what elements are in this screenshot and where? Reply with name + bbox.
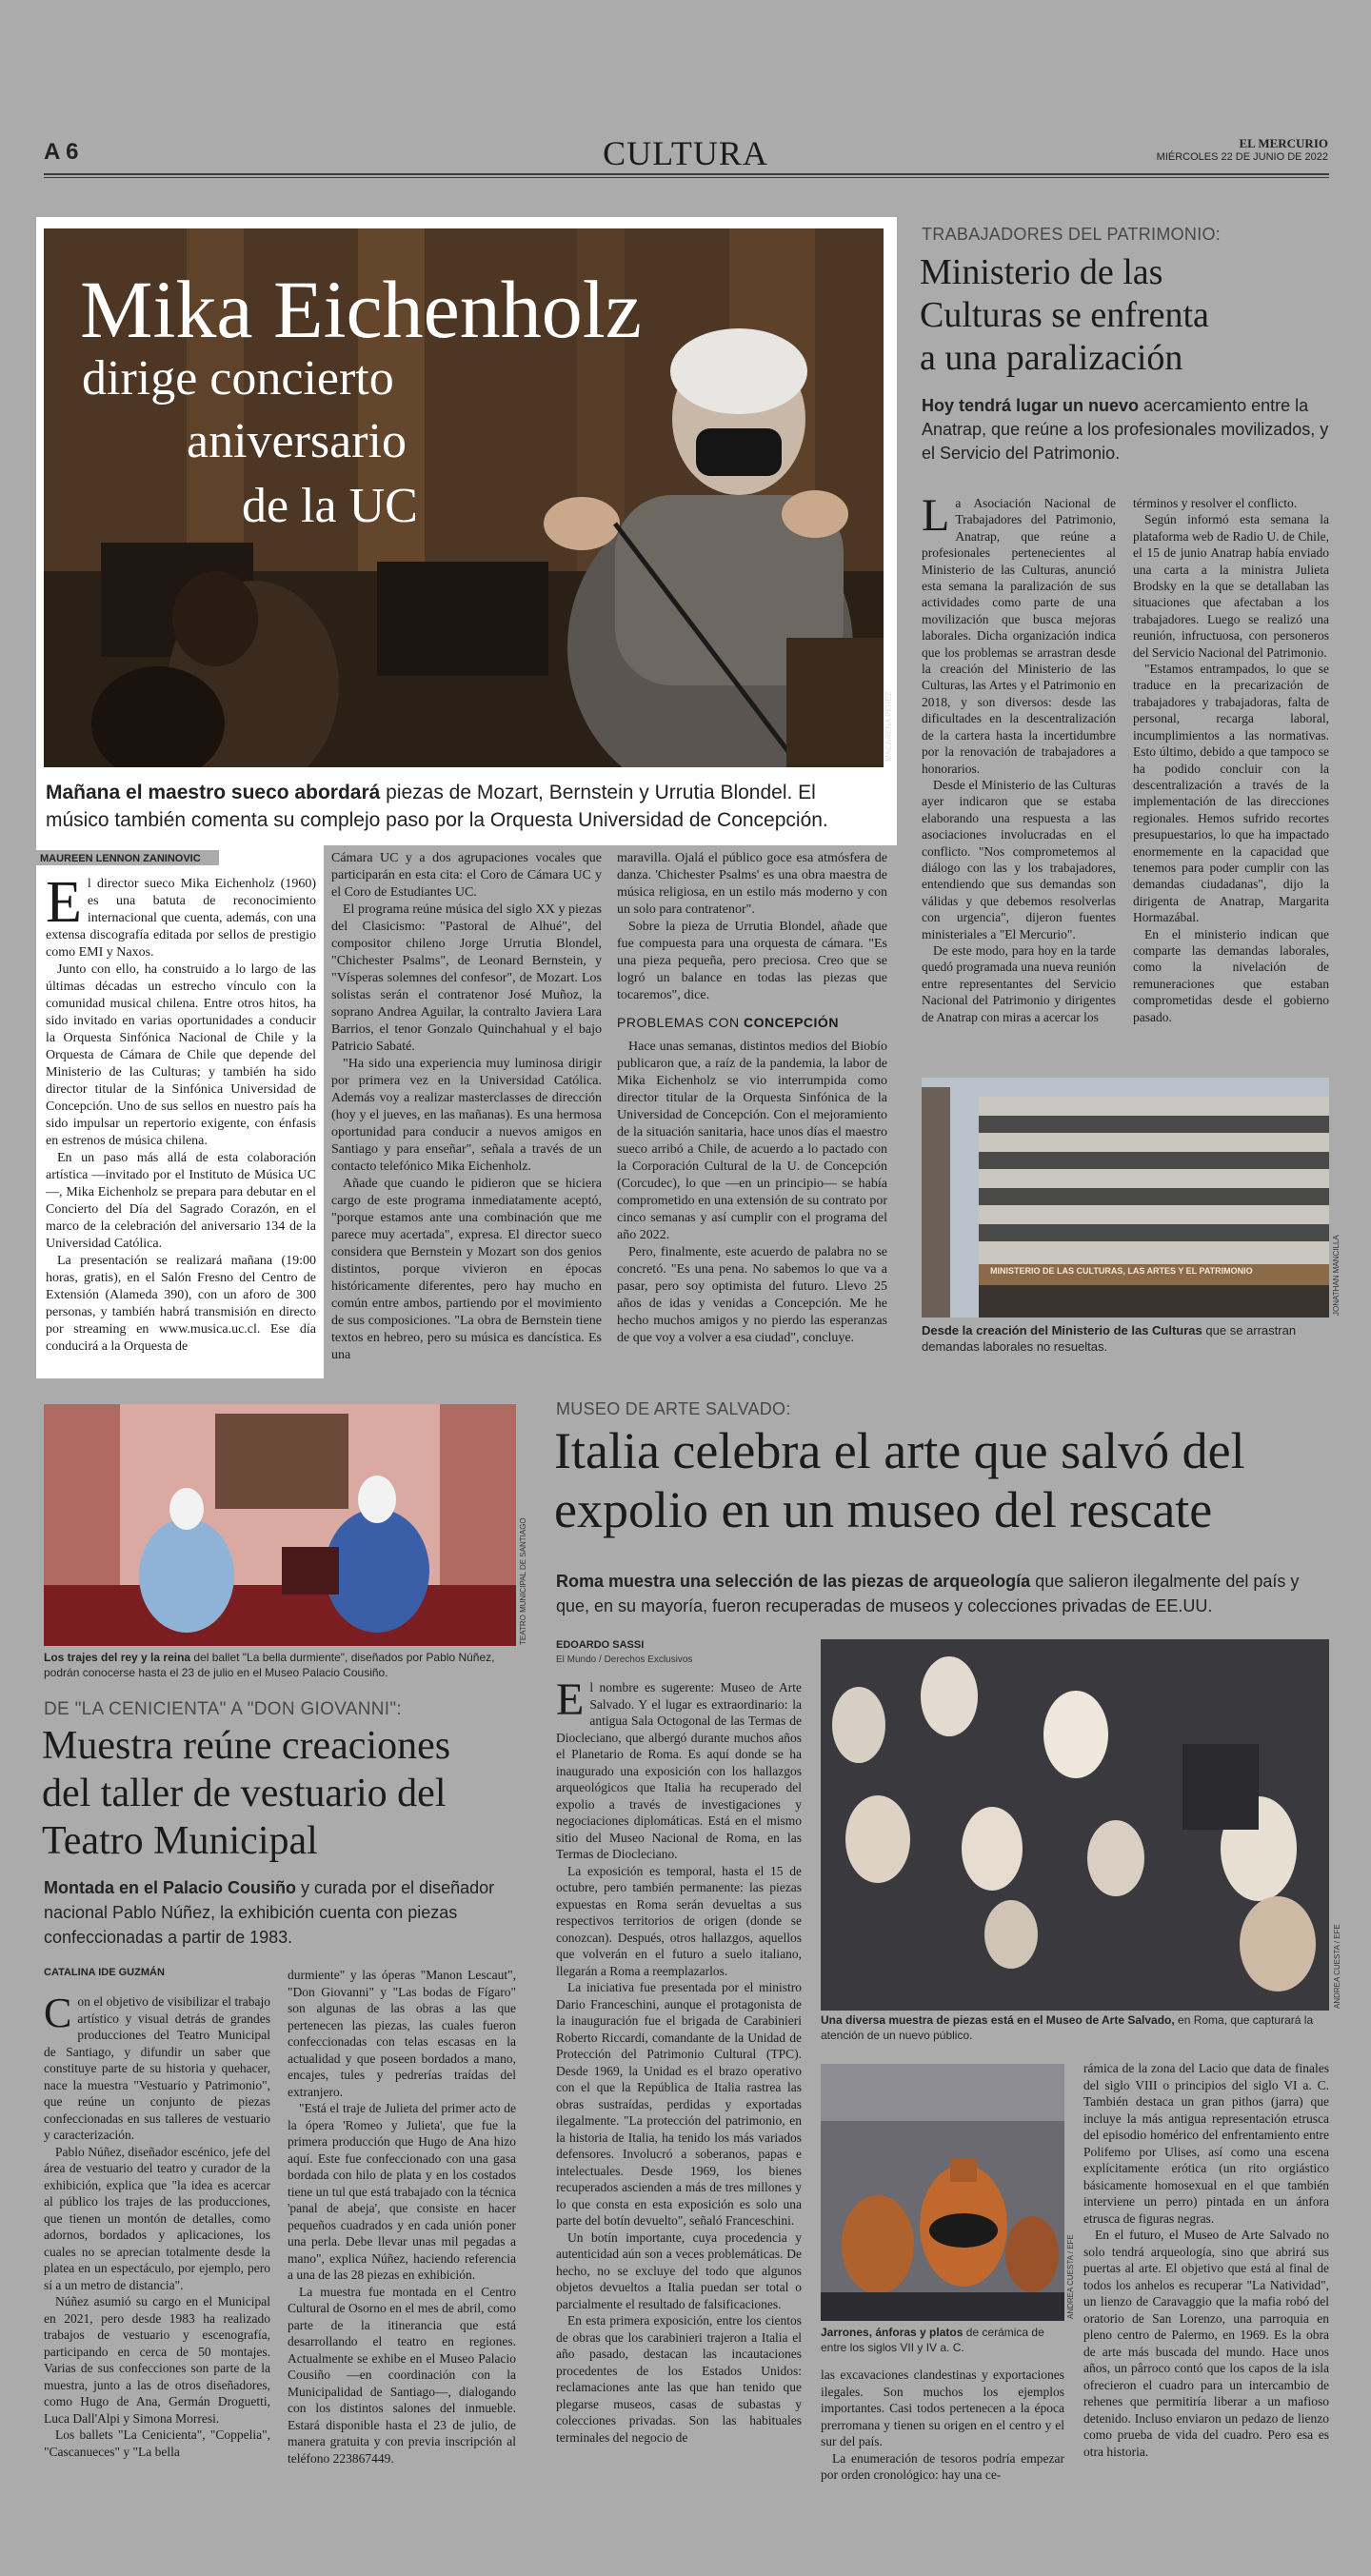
italia-standfirst-rest: que salieron ilegalmente del país y que, en su mayoría, fueron recuperadas de museos y colecciones privadas de EE.UU. xyxy=(556,1572,1300,1615)
mika-byline: MAUREEN LENNON ZANINOVIC xyxy=(40,853,201,864)
ministerio-caption-rest: que se arrastran demandas laborales no resueltas. xyxy=(922,1323,1297,1354)
mika-title-line1: Mika Eichenholz xyxy=(80,264,642,355)
italia-paragraph: La exposición es temporal, hasta el 15 de octubre, pero también permanente: las piezas expuestas en Roma serán devueltas a sus respectivos territorios de origen (donde se conozcan). Después, otros hallazgos, aquellos que volverán en el futuro a suelo italiano, llegarán a Roma a reemplazarlos. xyxy=(556,1863,802,1978)
ministerio-caption xyxy=(922,1322,1329,1355)
italia-byline-sub: El Mundo / Derechos Exclusivos xyxy=(556,1655,693,1665)
mika-paragraph: "Ha sido una experiencia muy luminosa dirigir por primera vez en la Universidad Católica. Además voy a realizar masterclasses de dirección (hoy y el jueves, en las mañanas). Es una hermosa oportunidad para conducir a nuevos amigos en Santiago y para enseñar", señala a través de un contacto telefónico Mika Eichenholz. xyxy=(331,1057,602,1174)
ministerio-photo-credit: JONATHAN MANCILLA xyxy=(1332,1235,1341,1316)
costumes-caption xyxy=(44,1650,516,1680)
mika-title-line2: dirige concierto xyxy=(82,351,394,406)
mika-paragraph: l director sueco Mika Eichenholz (1960) es una batuta de reconocimiento internacional que cuenta, además, con una extensa discografía editada por sellos de prestigio como EMI y Naxos. xyxy=(46,877,316,960)
vestuario-column-1 xyxy=(44,1990,270,2460)
sculptures-caption xyxy=(821,2012,1329,2043)
ministerio-paragraph: Desde el Ministerio de las Culturas ayer indicaron que se estaba elaborando una respuesta a las asociaciones involucradas en el conflicto. "Nos comprometemos al diálogo con las y los trabajadores, entendiendo que sus demandas son válidas y que debemos resolverlas con urgencia", dijeron fuentes ministeriales a "El Mercurio". xyxy=(922,777,1116,941)
sculptures-photo-credit: ANDREA CUESTA / EFE xyxy=(1333,1924,1341,2009)
vestuario-paragraph: on el objetivo de visibilizar el trabajo artístico y visual detrás de grandes producciones del Teatro Municipal de Santiago, y difundir un saber que constituye parte de su historia y quehacer, nace la muestra "Vestuario y Patrimonio", que reúne un conjunto de piezas confeccionadas en sus talleres de vestuario y caracterización. xyxy=(44,1994,270,2142)
vestuario-standfirst-bold: Montada en el Palacio Cousiño xyxy=(44,1878,297,1897)
italia-column-1 xyxy=(556,1674,802,2446)
vestuario-kicker: DE "LA CENICIENTA" A "DON GIOVANNI": xyxy=(44,1699,402,1719)
vases-caption xyxy=(821,2325,1064,2355)
masthead-rule xyxy=(44,173,1329,175)
ministerio-building-illustration xyxy=(922,1078,1329,1318)
mika-paragraph: Sobre la pieza de Urrutia Blondel, añade que fue compuesta para una orquesta de cámara. "Es una pieza pequeña, pero preciosa. Creo que se logró un balance en todas las piezas que tocaremos", dice. xyxy=(617,920,887,1002)
vases-caption-bold: Jarrones, ánforas y platos xyxy=(821,2326,964,2339)
vases-caption-rest: de cerámica de entre los siglos VII y IV a. C. xyxy=(821,2326,1044,2354)
vestuario-title-line2: del taller de vestuario del xyxy=(42,1772,447,1815)
italia-paragraph: En el futuro, el Museo de Arte Salvado no solo tendrá arqueología, sino que abrirá sus puertas al arte. El objetivo que está al final de todos los anhelos es recuperar "La Natividad", un lienzo de Caravaggio que la mafia robó del oratorio de San Lorenzo, una parroquia en pleno centro de Palermo, en 1969. Es la obra de arte más buscada del mundo. Hace unos años, un pârroco contó que los capos de la isla ofrecieron el cuadro para un intercambio de rehenes que permitiría liberar a un mafioso detenido. Incluso enviaron un pedazo de lienzo como prueba de vida del cuadro. Pero esa es otra historia. xyxy=(1083,2228,1329,2459)
ministerio-paragraph: De este modo, para hoy en la tarde quedó programada una nueva reunión entre representantes del Servicio Nacional del Patrimonio y dirigentes de Anatrap con miras a acercar los xyxy=(922,942,1116,1024)
vestuario-standfirst xyxy=(44,1875,516,1950)
ministerio-dropcap: L xyxy=(922,490,950,541)
ministerio-column-2 xyxy=(1133,495,1329,1025)
mika-paragraph: El programa reúne música del siglo XX y piezas del Clasicismo: "Pastoral de Alhué", del compositor chileno Jorge Urrutia Blondel, "Chichester Psalms", de Leonard Bernstein, y "Vísperas solemnes del confesor", de Mozart. Los solistas serán el contratenor José Muñoz, la soprano Andrea Aguilar, la contralto Javiera Lara Barrios, el tenor Gonzalo Quinchahual y el bajo Patricio Sabaté. xyxy=(331,902,602,1054)
mika-subhead-b: CONCEPCIÓN xyxy=(744,1015,839,1030)
italia-title-line1: Italia celebra el arte que salvó del xyxy=(554,1422,1245,1479)
page-number: A 6 xyxy=(44,139,79,165)
mika-paragraph: maravilla. Ojalá el público goce esa atmósfera de danza. 'Chichester Psalms' es una obra maestra de música religiosa, en un estilo más moderno y con un solo para contratenor". xyxy=(617,851,887,917)
mika-column-2 xyxy=(331,850,602,1364)
vases-photo-credit: ANDREA CUESTA / EFE xyxy=(1066,2234,1075,2319)
sculptures-caption-bold: Una diversa muestra de piezas está en el Museo de Arte Salvado, xyxy=(821,2013,1175,2027)
italia-column-3 xyxy=(1083,2060,1329,2460)
paper-name: EL MERCURIO xyxy=(1239,136,1328,150)
mika-title-line4: de la UC xyxy=(242,479,418,533)
ministerio-title-line2: Culturas se enfrenta xyxy=(920,295,1209,335)
vases-photo xyxy=(821,2064,1064,2321)
italia-paragraph: Un botín importante, cuya procedencia y autenticidad aún son a veces problemáticas. De hecho, no se excluye del todo que algunos objetos devueltos a Italia puedan ser total o parcialmente el resultado de falsificaciones. xyxy=(556,2229,802,2311)
ministerio-paragraph: a Asociación Nacional de Trabajadores del Patrimonio, Anatrap, que reúne a profesionales pertenecientes al Ministerio de las Culturas, anunció esta semana la paralización de sus actividades como parte de una movilización que busca mejoras laborales. Dicha organización indica que los problemas se arrastran desde la creación del Ministerio de las Culturas, las Artes y el Patrimonio en 2018, y son diversos: desde las dificultades en la descentralización de la cartera hasta la incertidumbre por la renovación de trabajadores a honorarios. xyxy=(922,496,1116,776)
italia-paragraph: rámica de la zona del Lacio que data de finales del siglo VIII o principios del siglo VI a. C. También destaca un gran pithos (jarra) que incluye la más antigua representación etrusca del episodio homérico del enfrentamiento entre Polifemo por Ulises, así como una escena explícitamente erótica (un rito orgiástico básicamente homosexual en el que también interviene un perro) pintada en un ánfora etrusca de figuras negras. xyxy=(1083,2061,1329,2226)
ministerio-paragraph: En el ministerio indican que comparte las demandas laborales, como la nivelación de remuneraciones que estaban comprometidas desde el gobierno pasado. xyxy=(1133,926,1329,1024)
mika-paragraph: Cámara UC y a dos agrupaciones vocales que participarán en esta cita: el Coro de Cámara UC y el Coro de Estudiantes UC. xyxy=(331,851,602,900)
mika-title-line3: aniversario xyxy=(187,414,407,468)
vestuario-paragraph: Pablo Núñez, diseñador escénico, jefe del área de vestuario del teatro y curador de la exhibición, explica que "la idea es acercar al público los trajes de las producciones, que tienen un montón de detalles, como adornos, bordados y aplicaciones, los cuales no se aprecian totalmente desde la platea en un espectáculo, por ejemplo, pero sí a un metro de distancia". xyxy=(44,2144,270,2292)
sculptures-caption-rest: en Roma, que capturará la atención de un nuevo público. xyxy=(821,2013,1314,2042)
sculptures-photo xyxy=(821,1639,1329,2011)
masthead-rule-thin xyxy=(44,177,1329,178)
ministerio-standfirst-bold: Hoy tendrá lugar un nuevo xyxy=(922,396,1140,415)
section-title: CULTURA xyxy=(603,134,768,172)
costumes-caption-rest: del ballet "La bella durmiente", diseñados por Pablo Núñez, podrán conocerse hasta el 23 de julio en el Museo Palacio Cousiño. xyxy=(44,1651,495,1679)
vestuario-title-line3: Teatro Municipal xyxy=(42,1819,318,1863)
ministerio-kicker: TRABAJADORES DEL PATRIMONIO: xyxy=(922,225,1222,244)
ministerio-title-line1: Ministerio de las xyxy=(920,252,1163,292)
ministerio-photo-sign: MINISTERIO DE LAS CULTURAS, LAS ARTES Y EL PATRIMONIO xyxy=(990,1266,1253,1276)
mika-paragraph: En un paso más allá de esta colaboración artística —invitado por el Instituto de Música UC—, Mika Eichenholz se prepara para debutar en el Concierto del Día del Sagrado Corazón, en el marco de la celebración del aniversario 134 de la Universidad Católica. xyxy=(46,1151,316,1251)
italia-byline: EDOARDO SASSI xyxy=(556,1639,645,1651)
costumes-caption-bold: Los trajes del rey y la reina xyxy=(44,1651,191,1664)
vases-photo-illustration xyxy=(821,2064,1064,2321)
italia-column-2 xyxy=(821,2367,1064,2484)
mika-subhead xyxy=(617,1014,887,1031)
ministerio-caption-bold: Desde la creación del Ministerio de las Culturas xyxy=(922,1323,1202,1338)
ministerio-building-photo xyxy=(922,1078,1329,1318)
vestuario-paragraph: "Está el traje de Julieta del primer acto de la ópera 'Romeo y Julieta', que fue la primera producción que Hugo de Ana hizo aquí. Este fue confeccionado con una gasa bordada con hilo de plata y en los costados tiene un tul que está trabajado con la técnica 'panal de abeja', que consiste en hacer pequeños cuadrados y en cada unión poner una perla. Debe llevar unas mil pegadas a mano", explica Núñez, haciendo referencia a una de las 28 piezas en exhibición. xyxy=(288,2101,516,2282)
italia-paragraph: En esta primera exposición, entre los cientos de obras que los carabinieri trajeron a Italia el año pasado, destacan las incautaciones procedentes de los Estados Unidos: reclamaciones ante las que han tenido que plegarse museos, casas de subastas y colecciones privadas. Son las habituales terminales del negocio de xyxy=(556,2313,802,2445)
mika-paragraph: Pero, finalmente, este acuerdo de palabra no se concretó. "Es una pena. No sabemos lo que va a pasar, pero soy optimista del futuro. Llevo 25 años de idas y venidas a Concepción. Me he hecho muchos amigos y no pierdo las esperanzas de que voy a volver a esa ciudad", concluye. xyxy=(617,1245,887,1345)
mika-paragraph: La presentación se realizará mañana (19:00 horas, gratis), en el Salón Fresno del Centro de Extensión (Alameda 390), con un aforo de 300 personas, y también habrá transmisión en directo por streaming en www.musica.uc.cl. Ese día conducirá a la Orquesta de xyxy=(46,1254,316,1354)
vestuario-column-2 xyxy=(288,1967,516,2467)
italia-standfirst xyxy=(556,1569,1329,1618)
italia-paragraph: l nombre es sugerente: Museo de Arte Salvado. Y el lugar es extraordinario: la antigua Sala Octogonal de las Termas de Diocleciano, que albergó durante muchos años el Planetario de Roma. Es aquí donde se ha inaugurado una exposición con los hallazgos arqueológicos que Italia ha recuperado del expolio a través de investigaciones y negociaciones diplomáticas. Está en el mismo sitio del Museo Nacional de Roma, en las Termas de Diocleciano. xyxy=(556,1680,802,1861)
costumes-photo-credit: TEATRO MUNICIPAL DE SANTIAGO xyxy=(519,1517,527,1645)
italia-standfirst-bold: Roma muestra una selección de las piezas de arqueología xyxy=(556,1572,1031,1591)
costumes-photo-illustration xyxy=(44,1404,516,1646)
mika-standfirst-rest: piezas de Mozart, Bernstein y Urrutia Blondel. El músico también comenta su complejo paso por la Orquesta Universidad de Concepción. xyxy=(46,782,828,831)
italia-paragraph: las excavaciones clandestinas y exportaciones ilegales. Son muchos los ejemplos importantes. Casi todos pertenecen a la época prerromana y tienen su origen en el centro y el sur del país. xyxy=(821,2368,1064,2448)
mika-subhead-a: PROBLEMAS CON xyxy=(617,1015,745,1030)
vestuario-paragraph: La muestra fue montada en el Centro Cultural de Osorno en el mes de abril, como parte de la itinerancia que está desarrollando el teatro en regiones. Actualmente se exhibe en el Museo Palacio Cousiño —en coordinación con la Municipalidad de Santiago—, dialogando con los distintos salones del inmueble. Estará disponible hasta el 23 de julio, de manera gratuita y con previa inscripción al teléfono 223867449. xyxy=(288,2284,516,2466)
italia-paragraph: La enumeración de tesoros podría empezar por orden cronológico: hay una ce- xyxy=(821,2450,1064,2482)
italia-title-line2: expolio en un museo del rescate xyxy=(554,1481,1213,1538)
mika-photo-credit: MACARENA PÉREZ xyxy=(884,691,893,762)
ministerio-paragraph: "Estamos entrampados, lo que se traduce en la precarización de trabajadores y trabajadoras, falta de personal, recarga laboral, incumplimientos a las normativas. Esto último, debido a que tampoco se ha podido concluir con la descentralización a través de la implementación de las direcciones regionales. Hemos sufrido recortes presupuestarios, lo que ha impactado enormemente en la capacidad que tenemos para poder cumplir con las demandas ciudadanas", dijo la dirigenta de Anatrap, Margarita Hormazábal. xyxy=(1133,662,1329,925)
vestuario-title-line1: Muestra reúne creaciones xyxy=(42,1724,451,1768)
ministerio-standfirst xyxy=(922,394,1329,466)
ministerio-standfirst-rest: acercamiento entre la Anatrap, que reúne a los profesionales movilizados, y el Servicio del Patrimonio. xyxy=(922,396,1329,463)
ministerio-paragraph: términos y resolver el conflicto. xyxy=(1133,496,1298,510)
italia-dropcap: E xyxy=(556,1674,585,1725)
vestuario-dropcap: C xyxy=(44,1990,72,2036)
vestuario-byline: CATALINA IDE GUZMÁN xyxy=(44,1967,165,1978)
mika-paragraph: Hace unas semanas, distintos medios del Biobío publicaron que, a raíz de la pandemia, la labor de Mika Eichenholz se vio interrumpida como director titular de la Orquesta Sinfónica de la Universidad de Concepción. Con el mejoramiento de la situación sanitaria, hace unos días el maestro sueco arribó a Chile, de acuerdo a lo pactado con la Corporación Cultural de la U. de Concepción (Corcudec), lo que —en un principio— se había comprometido en una extensión de su contrato por cinco semanas y así cumplir con el programa del año 2022. xyxy=(617,1040,887,1242)
mika-column-1 xyxy=(46,870,316,1356)
mika-paragraph: Junto con ello, ha construido a lo largo de las últimas décadas un estrecho vínculo con la comunidad musical chilena. Entre otros hitos, ha sido invitado en varias oportunidades a conducir la Orquesta Sinfónica Nacional de Chile y la Orquesta de Cámara de Chile que depende del Ministerio de las Culturas; y también ha sido director titular de la Sinfónica Universidad de Concepción. Uno de sus sellos en nuestro país ha sido impulsar un repertorio exigente, con énfasis en estrenos de música chilena. xyxy=(46,962,316,1148)
mika-standfirst-bold: Mañana el maestro sueco abordará xyxy=(46,782,381,803)
vestuario-paragraph: Los ballets "La Cenicienta", "Coppelia", "Cascanueces" y "La bella xyxy=(44,2427,270,2459)
vestuario-paragraph: Núñez asumió su cargo en el Municipal en 2021, pero desde 1983 ha realizado trabajos de vestuario y escenografía, participando en cerca de 50 montajes. Varias de sus confecciones son parte de la muestra, junto a las de otros diseñadores, como Hugo de Ana, Germán Droguetti, Luca Dall'Alpi y Simona Morresi. xyxy=(44,2294,270,2426)
ministerio-title-line3: a una paralización xyxy=(920,338,1183,378)
ministerio-paragraph: Según informó esta semana la plataforma web de Radio U. de Chile, el 15 de junio Anatrap había enviado una carta a la ministra Julieta Brodsky en la que se detallaban las situaciones que afectaban a los trabajadores. Luego se realizó una reunión, infructuosa, con personeros del Servicio Nacional del Patrimonio. xyxy=(1133,512,1329,660)
paper-date: MIÉRCOLES 22 DE JUNIO DE 2022 xyxy=(1156,151,1328,163)
costumes-photo xyxy=(44,1404,516,1646)
mika-standfirst xyxy=(46,779,884,834)
mika-paragraph: Añade que cuando le pidieron que se hiciera cargo de este programa inmediatamente aceptó, "porque estamos ante una combinación que me parece muy acertada", expresa. El director sueco considera que Bernstein y Mozart son dos genios distintos, porque vivieron en épocas históricamente diferentes, pero hay mucho en común entre ambos, partiendo por el movimiento de sus composiciones. "La obra de Bernstein tiene textos en hebreo, pero su música es dancística. Es una xyxy=(331,1177,602,1362)
sculptures-photo-illustration xyxy=(821,1639,1329,2011)
italia-kicker: MUSEO DE ARTE SALVADO: xyxy=(556,1399,791,1418)
vestuario-paragraph: durmiente" y las óperas "Manon Lescaut", "Don Giovanni" y "Las bodas de Fígaro" son algunas de las obras a las que pertenecen las piezas, las cuales fueron confeccionadas con telas escasas en la actualidad y que poseen bordados a mano, encajes, tules y pedrerías traídas del extranjero. xyxy=(288,1968,516,2099)
mika-dropcap: E xyxy=(46,870,82,935)
ministerio-column-1 xyxy=(922,490,1116,1025)
vestuario-standfirst-rest: y curada por el diseñador nacional Pablo Núñez, la exhibición cuenta con piezas confeccionadas a partir de 1983. xyxy=(44,1878,495,1947)
mika-column-3 xyxy=(617,850,887,1347)
italia-paragraph: La iniciativa fue presentada por el ministro Dario Franceschini, aunque el protagonista de la inauguración fue el brigada de Carabinieri Roberto Riccardi, comandante de la Unidad de Protección del Patrimonio Cultural (TPC). Desde 1969, la Unidad es el brazo operativo con el que la República de Italia rastrea las obras sustraídas, perdidas y exportadas ilegalmente. "La protección del patrimonio, en la historia de Italia, ha tenido los más variados defensores. Involucró a soberanos, papas e intelectuales. Desde 1969, los bienes recuperados ascienden a más de tres millones y lo que consta en esta exposición es solo una parte del botín devuelto", señaló Franceschini. xyxy=(556,1980,802,2228)
